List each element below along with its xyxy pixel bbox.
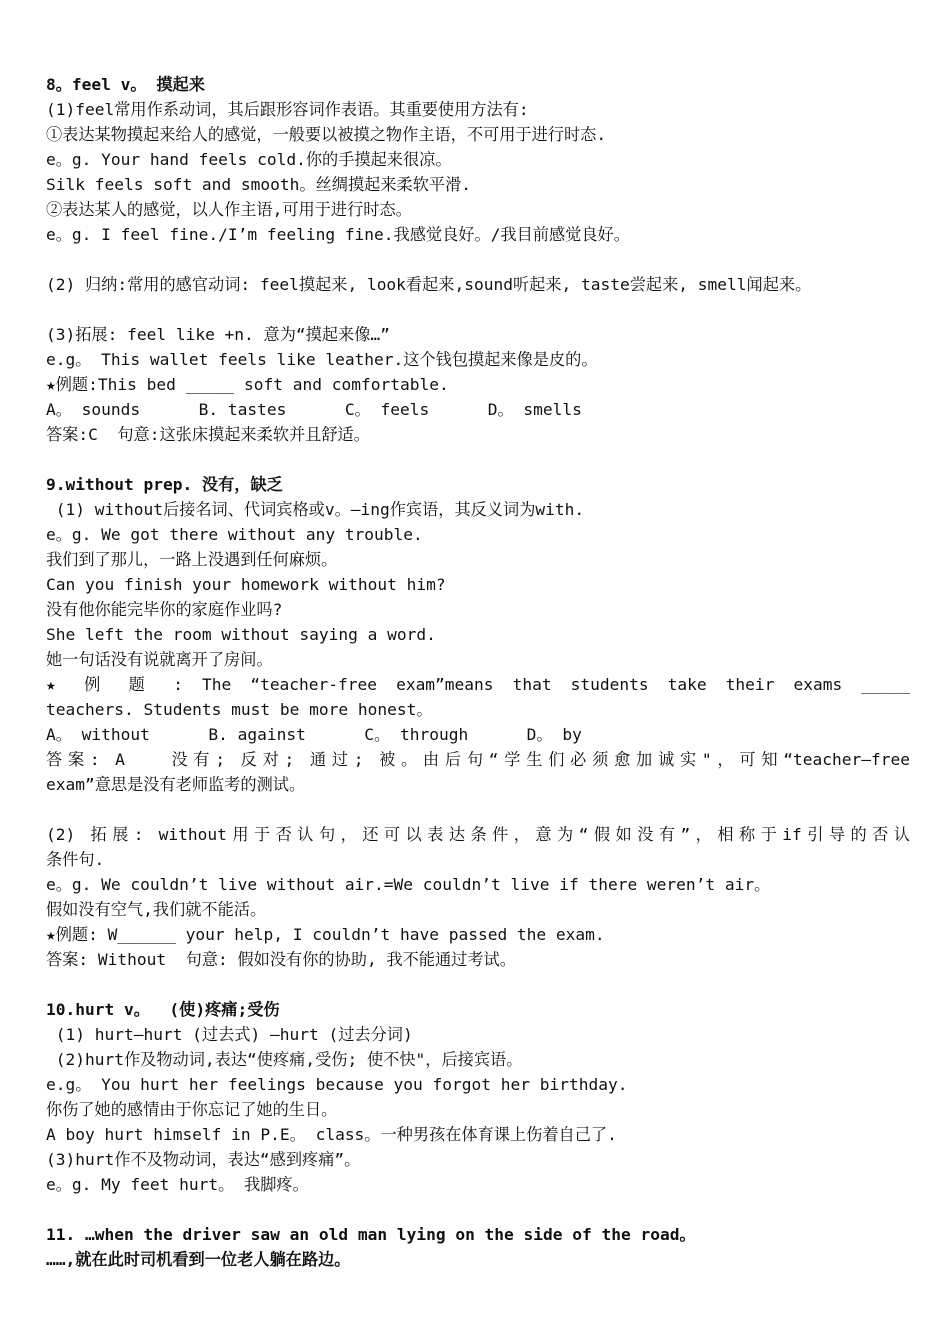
section-10-line: (1) hurt—hurt (过去式) —hurt (过去分词): [46, 1025, 413, 1044]
section-10-line: e.g。 You hurt her feelings because you forgot her birthday.: [46, 1075, 628, 1094]
section-9-answer: 答案: A 没有; 反对; 通过; 被。由后句“学生们必须愈加诚实"，可知“teacher—free: [46, 750, 910, 769]
section-10-line: e。g. My feet hurt。 我脚疼。: [46, 1175, 309, 1194]
blank-line: [46, 1197, 910, 1222]
section-9-line: 没有他你能完毕你的家庭作业吗?: [46, 600, 283, 619]
section-8-summary: (2) 归纳:常用的感官动词: feel摸起来, look看起来,sound听起来, taste尝起来, smell闻起来。: [46, 275, 812, 294]
section-8-heading: 8。feel v。 摸起来: [46, 75, 205, 94]
section-10-heading: 10.hurt v。 (使)疼痛;受伤: [46, 1000, 280, 1019]
section-8-answer: 答案:C 句意:这张床摸起来柔软并且舒适。: [46, 425, 370, 444]
section-9-line: 我们到了那儿，一路上没遇到任何麻烦。: [46, 550, 338, 569]
section-8-options: A。 sounds B. tastes C。 feels D。 smells: [46, 400, 582, 419]
section-9-options: A。 without B. against C。 through D。 by: [46, 725, 582, 744]
section-10-line: A boy hurt himself in P.E。 class。一种男孩在体育课上伤着自己了.: [46, 1125, 617, 1144]
section-11-heading: 11. …when the driver saw an old man lying on the side of the road。: [46, 1225, 696, 1244]
section-8-line: Silk feels soft and smooth。丝绸摸起来柔软平滑.: [46, 175, 472, 194]
section-8-example: ★例题:This bed _____ soft and comfortable.: [46, 375, 449, 394]
section-9-example: teachers. Students must be more honest。: [46, 700, 433, 719]
section-9-line: 她一句话没有说就离开了房间。: [46, 650, 273, 669]
section-11-translation: ……,就在此时司机看到一位老人躺在路边。: [46, 1250, 351, 1269]
section-9-line: e。g. We got there without any trouble.: [46, 525, 423, 544]
section-9-extension: e。g. We couldn’t live without air.=We couldn’t live if there weren’t air。: [46, 875, 771, 894]
section-8-line: e。g. Your hand feels cold.你的手摸起来很凉。: [46, 150, 452, 169]
blank-line: [46, 972, 910, 997]
section-10-line: (2)hurt作及物动词,表达“使疼痛,受伤; 使不快"，后接宾语。: [46, 1050, 523, 1069]
blank-line: [46, 797, 910, 822]
section-10-line: 你伤了她的感情由于你忘记了她的生日。: [46, 1100, 338, 1119]
section-9-extension: (2) 拓展: without用于否认句，还可以表达条件，意为“假如没有”，相称于if引导的否认: [46, 825, 910, 844]
section-8-line: ①表达某物摸起来给人的感觉，一般要以被摸之物作主语，不可用于进行时态.: [46, 125, 607, 144]
section-9-line: Can you finish your homework without him?: [46, 575, 446, 594]
section-9-extension: 条件句.: [46, 850, 105, 869]
section-9-example: ★ 例 题 : The “teacher-free exam”means that students take their exams _____: [46, 675, 910, 694]
section-8-extension: (3)拓展: feel like +n. 意为“摸起来像…”: [46, 325, 390, 344]
section-9-line: (1) without后接名词、代词宾格或v。—ing作宾语，其反义词为with.: [46, 500, 585, 519]
section-8-line: (1)feel常用作系动词，其后跟形容词作表语。其重要使用方法有:: [46, 100, 529, 119]
section-9-extension: ★例题: W______ your help, I couldn’t have passed the exam.: [46, 925, 605, 944]
section-9-extension: 假如没有空气,我们就不能活。: [46, 900, 267, 919]
blank-line: [46, 297, 910, 322]
section-8-line: ②表达某人的感觉，以人作主语,可用于进行时态。: [46, 200, 412, 219]
section-9-line: She left the room without saying a word.: [46, 625, 436, 644]
blank-line: [46, 447, 910, 472]
section-9-extension: 答案: Without 句意: 假如没有你的协助, 我不能通过考试。: [46, 950, 516, 969]
section-9-answer: exam”意思是没有老师监考的测试。: [46, 775, 306, 794]
section-10-line: (3)hurt作不及物动词，表达“感到疼痛”。: [46, 1150, 361, 1169]
section-9-heading: 9.without prep. 没有，缺乏: [46, 475, 283, 494]
section-8-line: e。g. I feel fine./I’m feeling fine.我感觉良好。/我目前感觉良好。: [46, 225, 630, 244]
section-8-extension: e.g。 This wallet feels like leather.这个钱包摸起来像是皮的。: [46, 350, 598, 369]
blank-line: [46, 247, 910, 272]
